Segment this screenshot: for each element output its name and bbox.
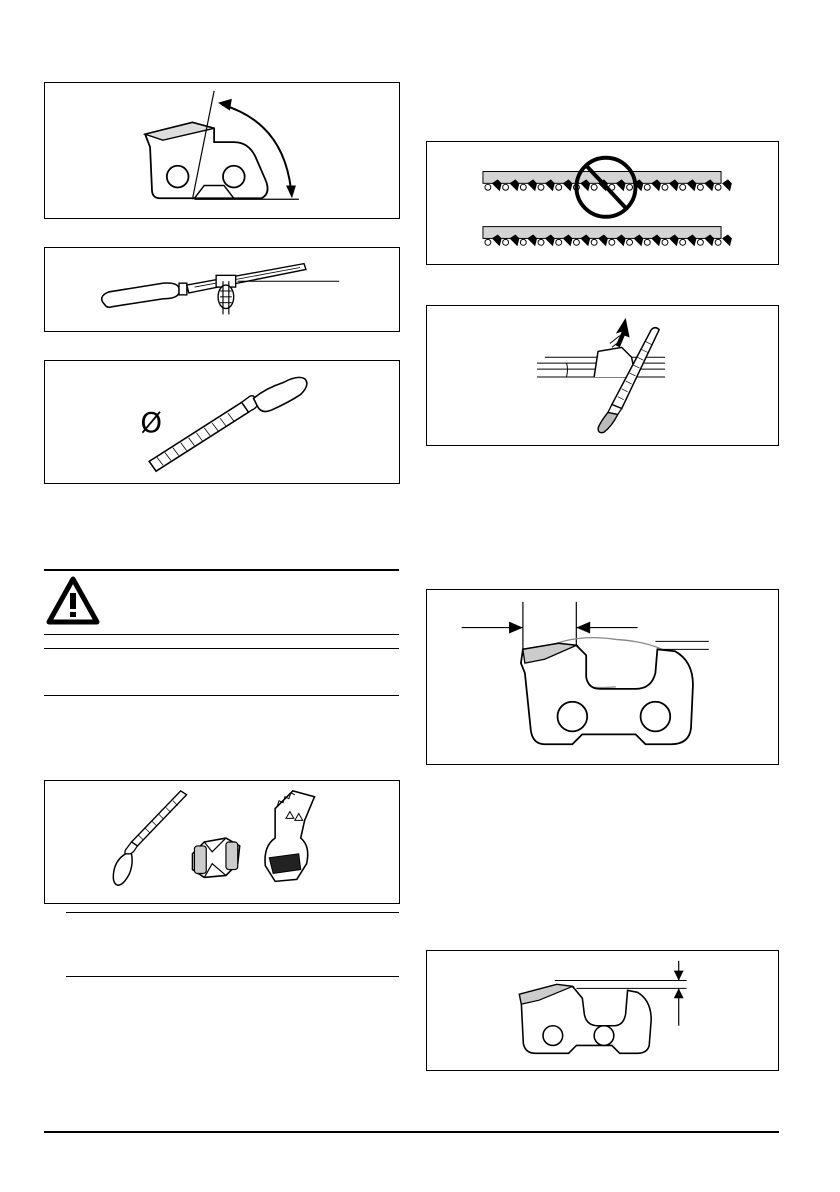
chain-rivet xyxy=(538,239,544,245)
filing-direction-diagram xyxy=(427,306,778,445)
note-bottom-rule xyxy=(66,976,399,977)
chain-rivet xyxy=(644,239,650,245)
diameter-symbol: Ø xyxy=(140,406,163,439)
figure-file-holder xyxy=(44,247,400,332)
round-file-diameter-diagram xyxy=(45,361,399,483)
sharpening-tools-diagram xyxy=(45,781,399,903)
chain-rivet xyxy=(538,184,544,190)
chain-prohibited-comparison-diagram xyxy=(427,142,778,264)
note-top-rule xyxy=(66,912,399,913)
footer-rule xyxy=(44,1131,779,1133)
chain-rivet xyxy=(485,239,491,245)
file-with-holder-diagram xyxy=(45,248,399,331)
chain-rivet xyxy=(520,184,526,190)
figure-cutter-length xyxy=(426,589,779,765)
chain-rivet xyxy=(503,239,509,245)
chain-rivet xyxy=(485,184,491,190)
chain-rivet xyxy=(573,239,579,245)
chain-rivet xyxy=(503,184,509,190)
chain-cutter-tooth xyxy=(722,179,732,191)
cutter-top-plate-angle-diagram xyxy=(45,83,399,218)
chain-rivet xyxy=(680,184,686,190)
chain-rivet xyxy=(627,184,633,190)
figure-sharpening-tools xyxy=(44,780,400,904)
chain-rivet xyxy=(556,239,562,245)
figure-cutter-angle xyxy=(44,82,400,219)
chain-rivet xyxy=(715,239,721,245)
chain-rivet xyxy=(627,239,633,245)
figure-file-diameter xyxy=(44,360,400,484)
chain-rivet xyxy=(520,239,526,245)
warning-rule-1 xyxy=(44,634,399,635)
chain-rivet xyxy=(644,184,650,190)
warning-top-rule xyxy=(44,569,399,571)
figure-chain-comparison xyxy=(426,141,779,265)
figure-depth-gauge xyxy=(426,950,779,1071)
chain-rivet xyxy=(662,239,668,245)
chain-rivet xyxy=(609,239,615,245)
warning-rule-3 xyxy=(44,695,399,696)
chain-rivet xyxy=(715,184,721,190)
chain-rivet xyxy=(662,184,668,190)
warning-triangle-icon xyxy=(46,576,100,626)
chain-rivet xyxy=(680,239,686,245)
figure-filing-direction xyxy=(426,305,779,446)
chain-rivet xyxy=(697,184,703,190)
chain-rivet xyxy=(556,184,562,190)
warning-rule-2 xyxy=(44,648,399,649)
cutter-length-measurement-diagram xyxy=(427,590,778,764)
depth-gauge-setting-diagram xyxy=(427,951,778,1070)
chain-rivet xyxy=(591,184,597,190)
chain-cutter-tooth xyxy=(722,234,732,246)
chain-rivet xyxy=(697,239,703,245)
chain-rivet xyxy=(591,239,597,245)
